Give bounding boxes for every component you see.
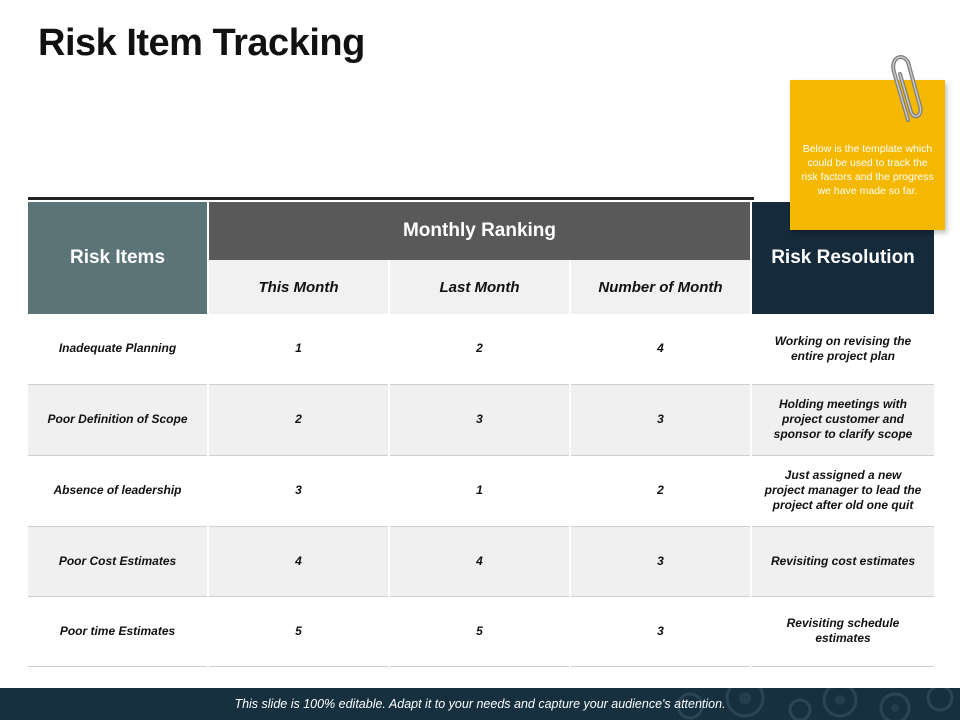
last-month-cell: 4 bbox=[389, 526, 570, 596]
slide-title: Risk Item Tracking bbox=[38, 22, 365, 64]
table-row bbox=[28, 596, 934, 666]
this-month-cell: 3 bbox=[208, 455, 389, 526]
table-row bbox=[28, 526, 934, 596]
risk-item-cell: Absence of leadership bbox=[28, 455, 208, 526]
table-row bbox=[28, 455, 934, 526]
last-month-cell: 5 bbox=[389, 596, 570, 666]
table-top-rule bbox=[28, 197, 754, 200]
this-month-cell: 5 bbox=[208, 596, 389, 666]
header-risk-resolution: Risk Resolution bbox=[751, 202, 934, 314]
header-this-month: This Month bbox=[208, 260, 389, 314]
this-month-cell: 4 bbox=[208, 526, 389, 596]
number-of-month-cell: 3 bbox=[570, 384, 751, 455]
number-of-month-cell: 3 bbox=[570, 596, 751, 666]
number-of-month-cell: 3 bbox=[570, 526, 751, 596]
risk-item-cell: Poor Definition of Scope bbox=[28, 384, 208, 455]
header-number-of-month: Number of Month bbox=[570, 260, 751, 314]
header-monthly-ranking: Monthly Ranking bbox=[208, 202, 751, 260]
risk-item-cell: Poor Cost Estimates bbox=[28, 526, 208, 596]
resolution-cell: Just assigned a new project manager to lead the project after old one quit bbox=[751, 455, 934, 526]
footer-text: This slide is 100% editable. Adapt it to your needs and capture your audience's attention. bbox=[234, 697, 726, 711]
header-risk-items: Risk Items bbox=[28, 202, 208, 314]
footer-bar bbox=[0, 688, 960, 720]
last-month-cell: 3 bbox=[389, 384, 570, 455]
paperclip-icon bbox=[878, 50, 928, 130]
resolution-cell: Revisiting cost estimates bbox=[751, 526, 934, 596]
risk-item-cell: Poor time Estimates bbox=[28, 596, 208, 666]
header-last-month: Last Month bbox=[389, 260, 570, 314]
sticky-note-text: Below is the template which could be used to track the risk factors and the progress we have made so far. bbox=[801, 143, 934, 197]
this-month-cell: 2 bbox=[208, 384, 389, 455]
number-of-month-cell: 2 bbox=[570, 455, 751, 526]
number-of-month-cell: 4 bbox=[570, 314, 751, 384]
resolution-cell: Working on revising the entire project plan bbox=[751, 314, 934, 384]
risk-tracking-table bbox=[28, 202, 934, 667]
this-month-cell: 1 bbox=[208, 314, 389, 384]
table-row bbox=[28, 384, 934, 455]
resolution-cell: Revisiting schedule estimates bbox=[751, 596, 934, 666]
last-month-cell: 2 bbox=[389, 314, 570, 384]
risk-item-cell: Inadequate Planning bbox=[28, 314, 208, 384]
resolution-cell: Holding meetings with project customer and sponsor to clarify scope bbox=[751, 384, 934, 455]
last-month-cell: 1 bbox=[389, 455, 570, 526]
table-row bbox=[28, 314, 934, 384]
